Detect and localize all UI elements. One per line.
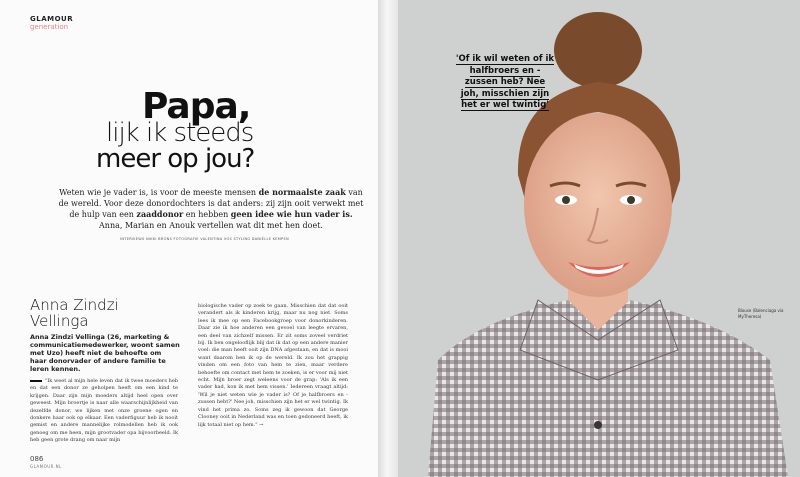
intro-bold: de normaalste zaak <box>258 187 346 197</box>
headline-line-3: meer op jou? <box>96 144 255 174</box>
person-lede: Anna Zindzi Vellinga (26, marketing & communicatiemedewerker, woont samen met Uzo) heeft niet de behoefte om haar donorvader of andere familie te leren kennen. <box>30 333 180 373</box>
pull-quote-text: 'Of ik wil weten of ik halfbroers en -zussen heb? Nee joh, misschien zijn het er wel twintig' <box>455 54 555 110</box>
magazine-brand: GLAMOUR <box>30 15 74 23</box>
intro-bold: geen idee wie hun vader is. <box>230 209 353 219</box>
blouse-button <box>594 421 602 429</box>
right-pupil <box>627 196 635 204</box>
page-number: 086 <box>30 455 44 463</box>
paragraph-rule <box>30 380 42 382</box>
intro-paragraph <box>58 187 364 231</box>
body-column-2: biologische vader op zoek te gaan. Misschien dat dat ooit verandert als ik kinderen krijg, maar nu nog niet. Soms lees ik mee op een Facebookgroep voor donorkinderen. Daar zie ik hoe anderen een gevoel van leegte ervaren, een deel van zichzelf missen. Er zit soms zoveel verdriet bij. Ik ben ongelooflijk blij dat ik dat op een andere manier voel: die man heeft ooit zijn DNA afgestaan, en dat is mooi want daarom ben ik op de wereld. Ik zou het grappig vinden om een foto van hem te zien, maar verdere behoefte om contact met hem te zoeken, is er voor mij niet echt. Mijn broer zegt weleens voor de grap: 'Als ik een vader had, kon ik met hem vissen.' Iedereen vraagt altijd: 'Wil je niet weten wie je vader is? Of je halfbroers en -zussen hebt?' Nee joh, misschien zijn het er wel twintig. Ik vind het prima zo. Soms zeg ik gewoon dat George Clooney ooit in Nederland was en toen gedoneerd heeft, ik lijk totaal niet op hem." → <box>198 303 348 428</box>
page-gutter <box>378 0 398 477</box>
intro-text: Weten wie je vader is, is voor de meeste mensen <box>59 188 257 197</box>
person-name: Anna Zindzi Vellinga <box>30 296 119 330</box>
credits-line: INTERVIEWS NIKKI BRONS FOTOGRAFIE VALENTINA VOS STYLING DANIËLLE KEMPEN <box>120 237 289 241</box>
photo-caption: Blouse (Balenciaga via MyTheresa) <box>738 308 784 319</box>
footer-brand: GLAMOUR.NL <box>30 464 62 469</box>
section-label: generation <box>30 23 69 31</box>
pull-quote <box>455 54 555 112</box>
body-column-1 <box>30 378 178 445</box>
intro-text: Anna, Marian en Anouk vertellen wat dit met hen doet. <box>99 221 323 230</box>
body-text: "Ik weet al mijn hele leven dat ik twee moeders heb en dat een donor ze geholpen heeft om een kind te krijgen. Daar zijn mijn moeders altijd heel open over geweest. Mijn broertje is naar alle waarschijnlijkheid van dezelfde donor, we lijken met onze groene ogen en donkere haar ook op elkaar. Een vaderfiguur heb ik nooit gemist en andere mannelijke rolmodellen heb ik ook genoeg om me heen, mijn grootvader opa bijvoorbeeld. Ik heb geen grote drang om naar mijn <box>30 378 178 444</box>
hair-bun <box>554 12 642 88</box>
headline-line-2: lijk ik steeds <box>106 118 254 148</box>
intro-text: en hebben <box>185 210 229 219</box>
intro-text: van de wereld. Voor deze donordochters is dat anders: zij zijn ooit verwekt met de hulp van een <box>58 188 364 219</box>
left-pupil <box>562 196 570 204</box>
left-page <box>0 0 378 477</box>
headline-line-1: Papa, <box>142 86 251 127</box>
intro-bold: zaaddonor <box>136 209 184 219</box>
